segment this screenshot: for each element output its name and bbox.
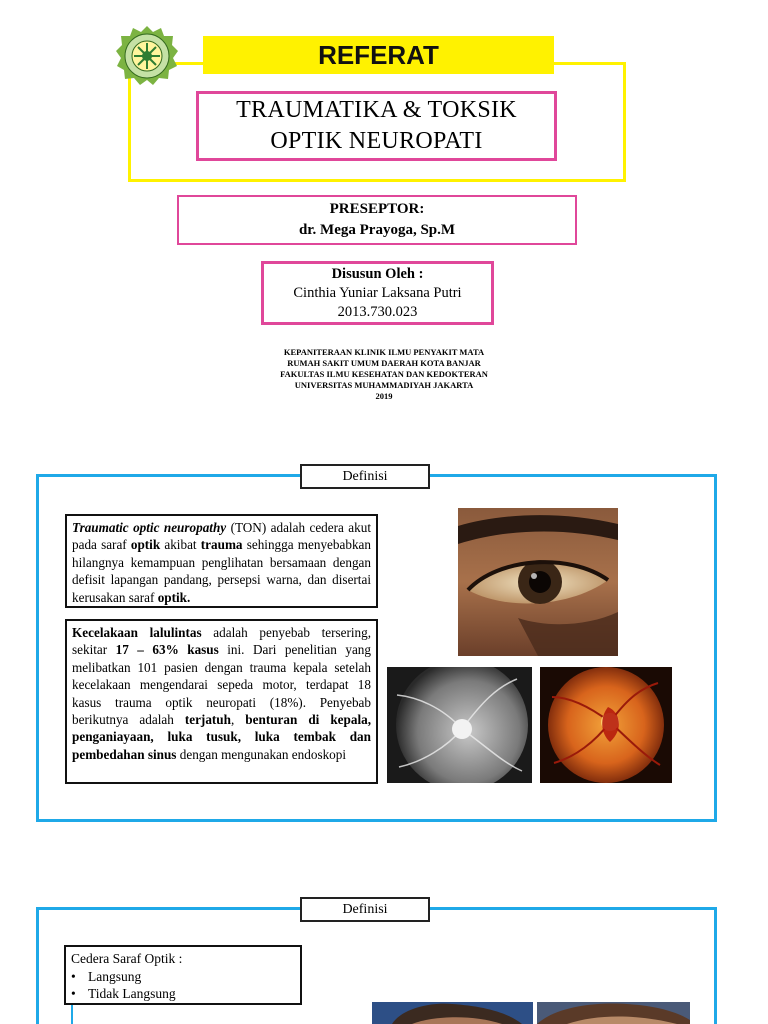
eye-photo bbox=[458, 508, 618, 656]
connector-line bbox=[71, 1005, 73, 1024]
institution-line: KEPANITERAAN KLINIK ILMU PENYAKIT MATA bbox=[283, 347, 485, 357]
preseptor-label: PRESEPTOR: bbox=[329, 201, 425, 217]
author-box bbox=[261, 261, 494, 325]
institution-block bbox=[200, 347, 568, 402]
fundus-color-photo bbox=[540, 667, 672, 783]
text-run: sehingga menyebabkan hilangnya kemampuan penglihatan bersamaan dengan defisit lapangan pandang, persepsi warna, dan disertai kerusakan saraf bbox=[72, 537, 371, 605]
text-run: , bbox=[230, 712, 246, 728]
definition-text bbox=[65, 514, 378, 608]
patient-photo-1 bbox=[372, 1002, 533, 1024]
referat-heading: REFERAT bbox=[203, 36, 554, 74]
preseptor-name: dr. Mega Prayoga, Sp.M bbox=[298, 222, 456, 238]
document-title bbox=[196, 91, 557, 161]
bullet-icon: • bbox=[71, 968, 76, 984]
text-run-bold: optik. bbox=[157, 589, 191, 605]
list-item bbox=[71, 968, 295, 986]
text-run: akibat bbox=[160, 537, 201, 553]
text-run: (TON) adalah cedera akut pada saraf bbox=[72, 520, 371, 553]
definition-term: Traumatic optic neuropathy bbox=[72, 520, 227, 535]
preseptor-box bbox=[177, 195, 577, 245]
author-label: Disusun Oleh : bbox=[331, 265, 424, 282]
text-run-bold: optik bbox=[130, 537, 161, 553]
text-run: adalah penyebab tersering, sekitar bbox=[72, 625, 372, 658]
institution-year: 2019 bbox=[375, 391, 393, 401]
fundus-bw-photo bbox=[387, 667, 532, 783]
text-run: dengan mengunakan endoskopi bbox=[176, 746, 347, 762]
injury-types bbox=[71, 968, 295, 1003]
patient-photo-2 bbox=[537, 1002, 690, 1024]
list-title: Cedera Saraf Optik : bbox=[71, 951, 183, 966]
title-line-2: OPTIK NEUROPATI bbox=[270, 128, 483, 154]
text-run-bold: benturan di kepala, penganiayaan, luka tusuk, luka tembak dan pembedahan sinus bbox=[72, 712, 372, 762]
causes-text bbox=[65, 619, 378, 784]
list-item-label: Langsung bbox=[88, 968, 142, 984]
slide-label: Definisi bbox=[300, 464, 430, 489]
author-name: Cinthia Yuniar Laksana Putri bbox=[293, 284, 462, 301]
text-run-bold: trauma bbox=[200, 537, 243, 553]
text-run: ini. Dari penelitian yang melibatkan 101 pasien dengan trauma kepala setelah kecelakaan mengendarai sepeda motor, terdapat 18 kasus trauma optik neuropati (18%). Penyebab berikutnya adalah bbox=[72, 642, 371, 728]
institution-line: RUMAH SAKIT UMUM DAERAH KOTA BANJAR bbox=[287, 358, 481, 368]
text-run-bold: terjatuh bbox=[184, 712, 231, 728]
author-id: 2013.730.023 bbox=[337, 303, 418, 320]
list-item-label: Tidak Langsung bbox=[88, 986, 176, 1001]
slide-label: Definisi bbox=[300, 897, 430, 922]
text-run-bold: 17 – 63% kasus bbox=[115, 642, 219, 658]
text-run-bold: Kecelakaan lalulintas bbox=[72, 625, 202, 640]
optic-injury-list bbox=[64, 945, 302, 1005]
university-seal-icon bbox=[116, 25, 178, 87]
list-item bbox=[71, 985, 295, 1003]
bullet-icon: • bbox=[71, 986, 76, 1001]
institution-line: FAKULTAS ILMU KESEHATAN DAN KEDOKTERAN bbox=[280, 369, 488, 379]
institution-line: UNIVERSITAS MUHAMMADIYAH JAKARTA bbox=[294, 380, 474, 390]
title-line-1: TRAUMATIKA & TOKSIK bbox=[236, 97, 517, 123]
